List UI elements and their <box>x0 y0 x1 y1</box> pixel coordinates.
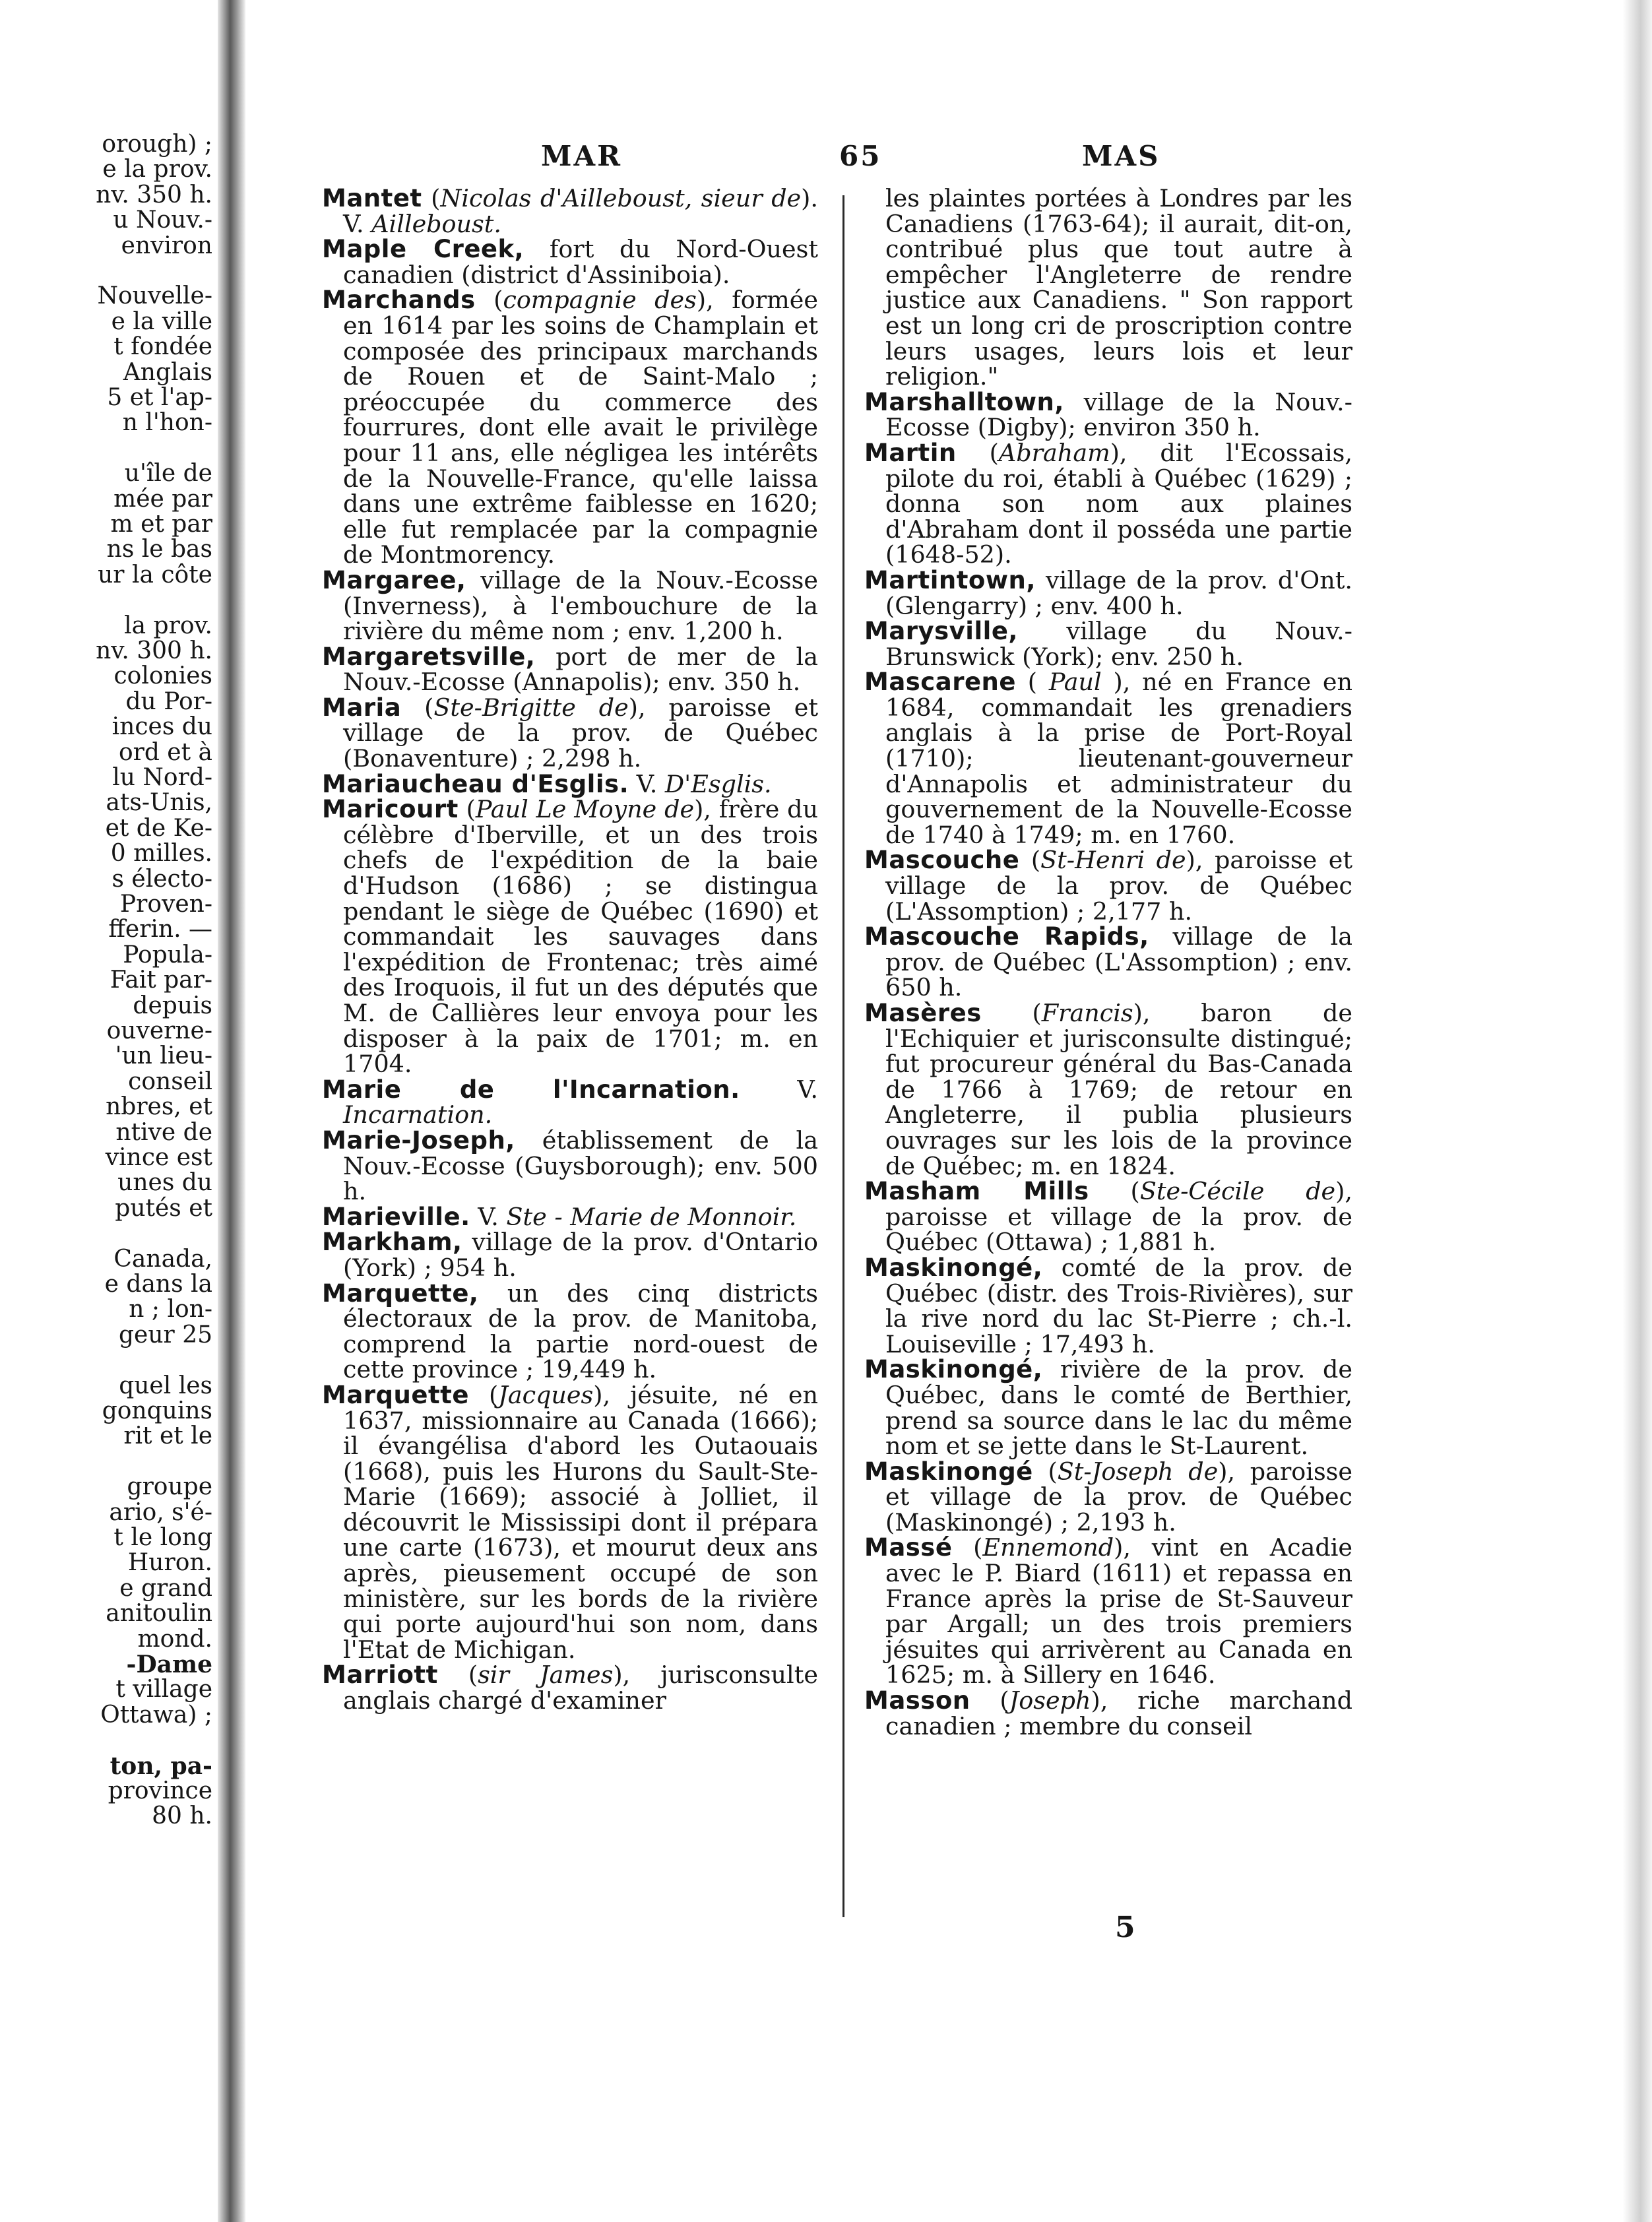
entry-text: ( <box>1032 1457 1058 1486</box>
dictionary-entry <box>864 670 1352 848</box>
prev-page-line: t village <box>115 1676 212 1703</box>
entry-headword: Maricourt <box>322 795 459 824</box>
dictionary-entry <box>322 1128 818 1205</box>
entry-text: ( <box>401 693 434 722</box>
entry-headword: Marysville, <box>864 617 1018 646</box>
entry-text: ( <box>956 438 999 467</box>
dictionary-entry <box>322 1380 818 1664</box>
prev-page-line: e dans la <box>104 1271 212 1298</box>
entry-headword: Marieville. <box>322 1202 470 1231</box>
dictionary-entry <box>322 288 818 568</box>
entry-headword: Marquette, <box>322 1279 479 1308</box>
entry-italic-text: Ste-Brigitte de <box>433 693 629 722</box>
prev-page-line: colonies <box>113 662 212 690</box>
entry-text: ). V. <box>343 184 819 238</box>
dictionary-entry <box>864 1535 1352 1688</box>
entry-headword: Maskinongé, <box>864 1355 1043 1384</box>
prev-page-line: mond. <box>137 1625 212 1653</box>
prev-page-line: 'un lieu- <box>115 1042 212 1070</box>
entry-text: ), jésuite, né en 1637, missionnaire au Canada (1666); il évangélisa d'abord les Outaouais (1668), puis les Hurons du Sault-Ste-Marie (1669); associé à Jolliet, il découvrit le Mississipi dont il prépara une carte (1673), et mourut deux ans après, pieusement occupé de son ministère, sur les bords de la rivière qui porte aujourd'hui son nom, dans l'Etat de Michigan. <box>343 1380 818 1664</box>
dictionary-entry <box>864 1357 1352 1459</box>
signature-mark: 5 <box>1115 1911 1135 1944</box>
entry-text: village de la prov. d'Ontario (York) ; 954 h. <box>343 1228 818 1282</box>
dictionary-entry <box>864 1459 1352 1536</box>
entry-italic-text: Ennemond <box>982 1533 1114 1562</box>
entry-text: rivière de la prov. de Québec, dans le comté de Berthier, prend sa source dans le lac du même nom et se jette dans le St-Laurent. <box>885 1355 1352 1461</box>
entry-italic-text: Paul <box>1048 668 1102 697</box>
entry-headword: Marie de l'Incarnation. <box>322 1075 740 1104</box>
entry-headword: Marriott <box>322 1661 438 1690</box>
entry-text: V. <box>629 769 665 798</box>
entry-italic-text: compagnie des <box>503 286 697 315</box>
prev-page-line: Popula- <box>123 941 212 968</box>
prev-page-line: ns le bas <box>106 536 212 563</box>
entry-italic-text: Paul Le Moyne de <box>475 795 695 824</box>
prev-page-line: conseil <box>128 1067 212 1095</box>
entry-text: village de la prov. d'Ont. (Glengarry) ; env. 400 h. <box>885 565 1352 620</box>
entry-headword: Mascouche Rapids, <box>864 922 1149 951</box>
entry-italic-text: Ste - Marie de Monnoir. <box>506 1202 797 1231</box>
prev-page-line: quel les <box>119 1372 212 1399</box>
entry-headword: Mascouche <box>864 846 1020 875</box>
prev-page-line: anitoulin <box>106 1600 212 1628</box>
entry-headword: Maria <box>322 693 402 722</box>
entry-italic-text: Francis <box>1041 999 1133 1027</box>
dictionary-entry <box>864 1688 1352 1739</box>
entry-headword: Marchands <box>322 286 476 315</box>
entry-text: ( <box>475 286 503 315</box>
prev-page-line: lu Nord- <box>112 764 212 791</box>
entry-headword: Maple Creek, <box>322 235 524 264</box>
entry-text: un des cinq districts électoraux de la prov. de Manitoba, comprend la partie nord-ouest de cette province ; 19,449 h. <box>343 1279 818 1384</box>
prev-page-line: Ottawa) ; <box>100 1701 212 1729</box>
book-gutter <box>218 0 245 2222</box>
entry-headword: Masères <box>864 999 982 1027</box>
entry-headword: Marquette <box>322 1380 469 1409</box>
entry-headword: Martintown, <box>864 565 1036 594</box>
prev-page-line: orough) ; <box>102 132 212 158</box>
entry-headword: Marshalltown, <box>864 387 1064 416</box>
entry-headword: Mariaucheau d'Esglis. <box>322 769 629 798</box>
entry-text: ), paroisse et village de la prov. de Québec (Bonaventure) ; 2,298 h. <box>343 693 819 773</box>
prev-page-line: nv. 300 h. <box>96 637 212 664</box>
prev-page-line: province <box>108 1777 212 1804</box>
entry-italic-text: Ste-Cécile de <box>1139 1177 1336 1206</box>
prev-page-line: putés et <box>115 1194 212 1222</box>
prev-page-line: m et par <box>110 511 212 538</box>
prev-page-line: ario, s'é- <box>109 1498 212 1526</box>
entry-text: ( <box>1089 1177 1140 1206</box>
entry-headword: Margaree, <box>322 565 466 594</box>
prev-page-line: 5 et l'ap- <box>107 384 212 411</box>
prev-page-line: e grand <box>119 1574 212 1602</box>
entry-text: V. <box>740 1075 819 1104</box>
prev-page-line: Nouvelle- <box>97 282 212 310</box>
dictionary-entry <box>322 769 818 798</box>
dictionary-entry <box>864 387 1352 442</box>
entry-text: village de la Nouv.-Ecosse (Inverness), à l'embouchure de la rivière du même nom ; env. 1,200 h. <box>343 565 818 646</box>
entry-headword: Markham, <box>322 1228 462 1257</box>
prev-page-line: Proven- <box>119 891 212 918</box>
prev-page-line: inces du <box>111 713 212 741</box>
prev-page-line: mée par <box>113 485 212 513</box>
prev-page-line: Huron. <box>127 1549 212 1577</box>
entry-headword: Margaretsville, <box>322 642 536 671</box>
dictionary-entry <box>322 1230 818 1281</box>
entry-text: ), riche marchand canadien ; membre du conseil <box>885 1686 1353 1740</box>
dictionary-entry <box>322 565 818 646</box>
entry-text: ), paroisse et village de la prov. de Québec (L'Assomption) ; 2,177 h. <box>885 846 1353 926</box>
dictionary-entry <box>322 1202 818 1231</box>
entry-headword: Marie-Joseph, <box>322 1126 515 1155</box>
prev-page-line: 80 h. <box>152 1802 212 1830</box>
entry-text: comté de la prov. de Québec (distr. des Trois-Rivières), sur la rive nord du lac St-Pierre ; ch.-l. Louiseville ; 17,493 h. <box>885 1253 1352 1358</box>
prev-page-line: environ <box>121 232 212 259</box>
entry-text: ( <box>952 1533 983 1562</box>
prev-page-line: et de Ke- <box>105 814 212 842</box>
prev-page-line: ord et à <box>118 738 212 766</box>
prev-page-line: vince est <box>105 1144 212 1171</box>
right-column <box>864 186 1352 1739</box>
dictionary-entry <box>864 1001 1352 1179</box>
prev-page-line: ur la côte <box>98 561 212 588</box>
entry-text: ), vint en Acadie avec le P. Biard (1611) et repassa en France après la prise de St-Sauveur par Argall; un des trois premiers jésuites qui arrivèrent au Canada en 1625; m. à Sillery en 1646. <box>885 1533 1352 1690</box>
dictionary-entry <box>864 438 1352 569</box>
entry-italic-text: Abraham <box>998 438 1110 467</box>
page-number: 65 <box>839 140 882 172</box>
prev-page-line: du Por- <box>125 687 212 715</box>
dictionary-entry <box>864 924 1352 1001</box>
dictionary-entry <box>322 186 818 237</box>
prev-page-line: t fondée <box>113 333 212 361</box>
prev-page-line: ouverne- <box>106 1017 212 1044</box>
prev-page-line: gonquins <box>102 1397 212 1424</box>
prev-page-line: 0 milles. <box>110 840 212 868</box>
entry-text: ( <box>970 1686 1009 1715</box>
dictionary-entry <box>322 642 818 697</box>
entry-text: ), paroisse et village de la prov. de Québec (Ottawa) ; 1,881 h. <box>885 1177 1353 1257</box>
prev-page-line: ton, pa- <box>110 1752 212 1780</box>
running-head-right: MAS <box>1082 140 1160 172</box>
previous-page-fragment <box>0 132 218 2111</box>
prev-page-line: groupe <box>127 1473 212 1501</box>
prev-page-line: Fait par- <box>110 967 212 994</box>
entry-text: village du Nouv.-Brunswick (York); env. 250 h. <box>885 617 1352 671</box>
entry-text: ), baron de l'Echiquier et jurisconsulte distingué; fut procureur général du Bas-Canada de 1766 à 1769; de retour en Angleterre, il publia plusieurs ouvrages sur les lois de la province de Québec; m. en 1824. <box>885 999 1352 1180</box>
prev-page-line: ats-Unis, <box>106 789 212 817</box>
entry-text: ( <box>468 1380 499 1409</box>
entry-italic-text: St-Joseph de <box>1057 1457 1219 1486</box>
entry-headword: Masson <box>864 1686 970 1715</box>
entry-text: ( <box>458 795 476 824</box>
dictionary-entry <box>864 186 1352 390</box>
dictionary-entry <box>322 1281 818 1383</box>
prev-page-line: n ; lon- <box>129 1296 212 1323</box>
entry-italic-text: Incarnation. <box>343 1100 493 1129</box>
dictionary-entry <box>322 695 818 772</box>
prev-page-line: rit et le <box>123 1422 212 1450</box>
dictionary-entry <box>864 619 1352 670</box>
entry-text: ( <box>1019 846 1041 875</box>
entry-text: village de la Nouv.-Ecosse (Digby); environ 350 h. <box>885 387 1352 442</box>
entry-text: ), jurisconsulte anglais chargé d'examiner <box>343 1661 818 1715</box>
column-rule <box>842 195 844 1917</box>
prev-page-line: geur 25 <box>119 1321 212 1349</box>
entry-headword: Maskinongé, <box>864 1253 1043 1282</box>
entry-text: village de la prov. de Québec (L'Assomption) ; env. 650 h. <box>885 922 1352 1002</box>
entry-text: ( <box>437 1661 478 1690</box>
entry-headword: Masham Mills <box>864 1177 1089 1206</box>
prev-page-line: depuis <box>133 992 212 1019</box>
dictionary-entry <box>864 848 1352 924</box>
entry-text: ), dit l'Ecossais, pilote du roi, établi à Québec (1629) ; donna son nom aux plaines d'Abraham dont il posséda une partie (1648-52). <box>885 438 1352 569</box>
prev-page-line: nv. 350 h. <box>96 181 212 208</box>
entry-text: les plaintes portées à Londres par les Canadiens (1763-64); il aurait, dit-on, contribué plus que tout autre à empêcher l'Angleterre de rendre justice aux Canadiens. " Son rapport est un long cri de proscription contre leurs usages, leurs lois et leur religion." <box>885 184 1352 391</box>
dictionary-entry <box>864 1255 1352 1357</box>
entry-headword: Maskinongé <box>864 1457 1033 1486</box>
dictionary-entry <box>322 1077 818 1128</box>
entry-headword: Massé <box>864 1533 953 1562</box>
prev-page-line: u Nouv.- <box>113 206 212 234</box>
prev-page-line: e la prov. <box>102 156 212 183</box>
prev-page-line: ntive de <box>115 1118 212 1146</box>
dictionary-entry <box>864 1179 1352 1255</box>
prev-page-line: Canada, <box>113 1245 212 1273</box>
prev-page-line: e la ville <box>111 307 212 335</box>
entry-text: fort du Nord-Ouest canadien (district d'Assiniboia). <box>343 235 818 289</box>
entry-text: ), frère du célèbre d'Iberville, et un des trois chefs de l'expédition de la baie d'Hudson (1686) ; se distingua pendant le siège de Québec (1690) et commandait les sauvages dans l'expédition de Frontenac; très aimé des Iroquois, il fut un des députés que M. de Callières leur envoya pour les disposer à la paix de 1701; m. en 1704. <box>343 795 818 1079</box>
left-column <box>322 186 818 1714</box>
entry-italic-text: Nicolas d'Ailleboust, sieur de <box>440 184 802 212</box>
entry-text: port de mer de la Nouv.-Ecosse (Annapolis); env. 350 h. <box>343 642 818 697</box>
prev-page-line: la prov. <box>124 612 212 639</box>
dictionary-entry <box>322 237 818 288</box>
entry-text: ( <box>422 184 441 212</box>
prev-page-line: fferin. — <box>108 916 212 943</box>
prev-page-line: unes du <box>117 1169 212 1197</box>
entry-text: ), né en France en 1684, commandait les grenadiers anglais à la prise de Port-Royal (1710); lieutenant-gouverneur d'Annapolis et administrateur du gouvernement de la Nouvelle-Ecosse de 1740 à 1749; m. en 1760. <box>885 668 1353 849</box>
entry-italic-text: Joseph <box>1009 1686 1091 1715</box>
prev-page-line: Anglais <box>123 358 212 386</box>
dictionary-entry <box>322 797 818 1077</box>
prev-page-line: t le long <box>113 1524 212 1551</box>
entry-italic-text: Ailleboust. <box>371 209 502 238</box>
page-edge <box>1623 0 1652 2222</box>
entry-headword: Mantet <box>322 184 422 212</box>
dictionary-entry <box>322 1663 818 1713</box>
entry-italic-text: St-Henri de <box>1040 846 1186 875</box>
entry-headword: Martin <box>864 438 957 467</box>
entry-italic-text: sir James <box>478 1661 614 1690</box>
entry-text: ( <box>981 999 1042 1027</box>
prev-page-line: u'île de <box>124 460 212 488</box>
dictionary-entry <box>864 565 1352 620</box>
entry-italic-text: Jacques <box>498 1380 594 1409</box>
prev-page-line: n l'hon- <box>122 409 212 437</box>
entry-headword: Mascarene <box>864 668 1016 697</box>
entry-text: ), formée en 1614 par les soins de Champlain et composée des principaux marchands de Rouen et de Saint-Malo ; préoccupée du commerce des fourrures, dont elle avait le privilège pour 11 ans, elle négligea les intérêts de la Nouvelle-France, qu'elle laissa dans une extrême faiblesse en 1620; elle fut remplacée par la compagnie de Montmorency. <box>343 286 818 569</box>
prev-page-line: s électo- <box>111 865 212 893</box>
entry-text: ), paroisse et village de la prov. de Québec (Maskinongé) ; 2,193 h. <box>885 1457 1353 1537</box>
prev-page-line: -Dame <box>126 1651 212 1678</box>
running-head-left: MAR <box>541 140 622 172</box>
entry-text: ( <box>1016 668 1049 697</box>
prev-page-line: nbres, et <box>106 1093 212 1121</box>
entry-italic-text: D'Esglis. <box>664 769 772 798</box>
entry-text: établissement de la Nouv.-Ecosse (Guysborough); env. 500 h. <box>343 1126 818 1206</box>
entry-text: V. <box>470 1202 507 1231</box>
